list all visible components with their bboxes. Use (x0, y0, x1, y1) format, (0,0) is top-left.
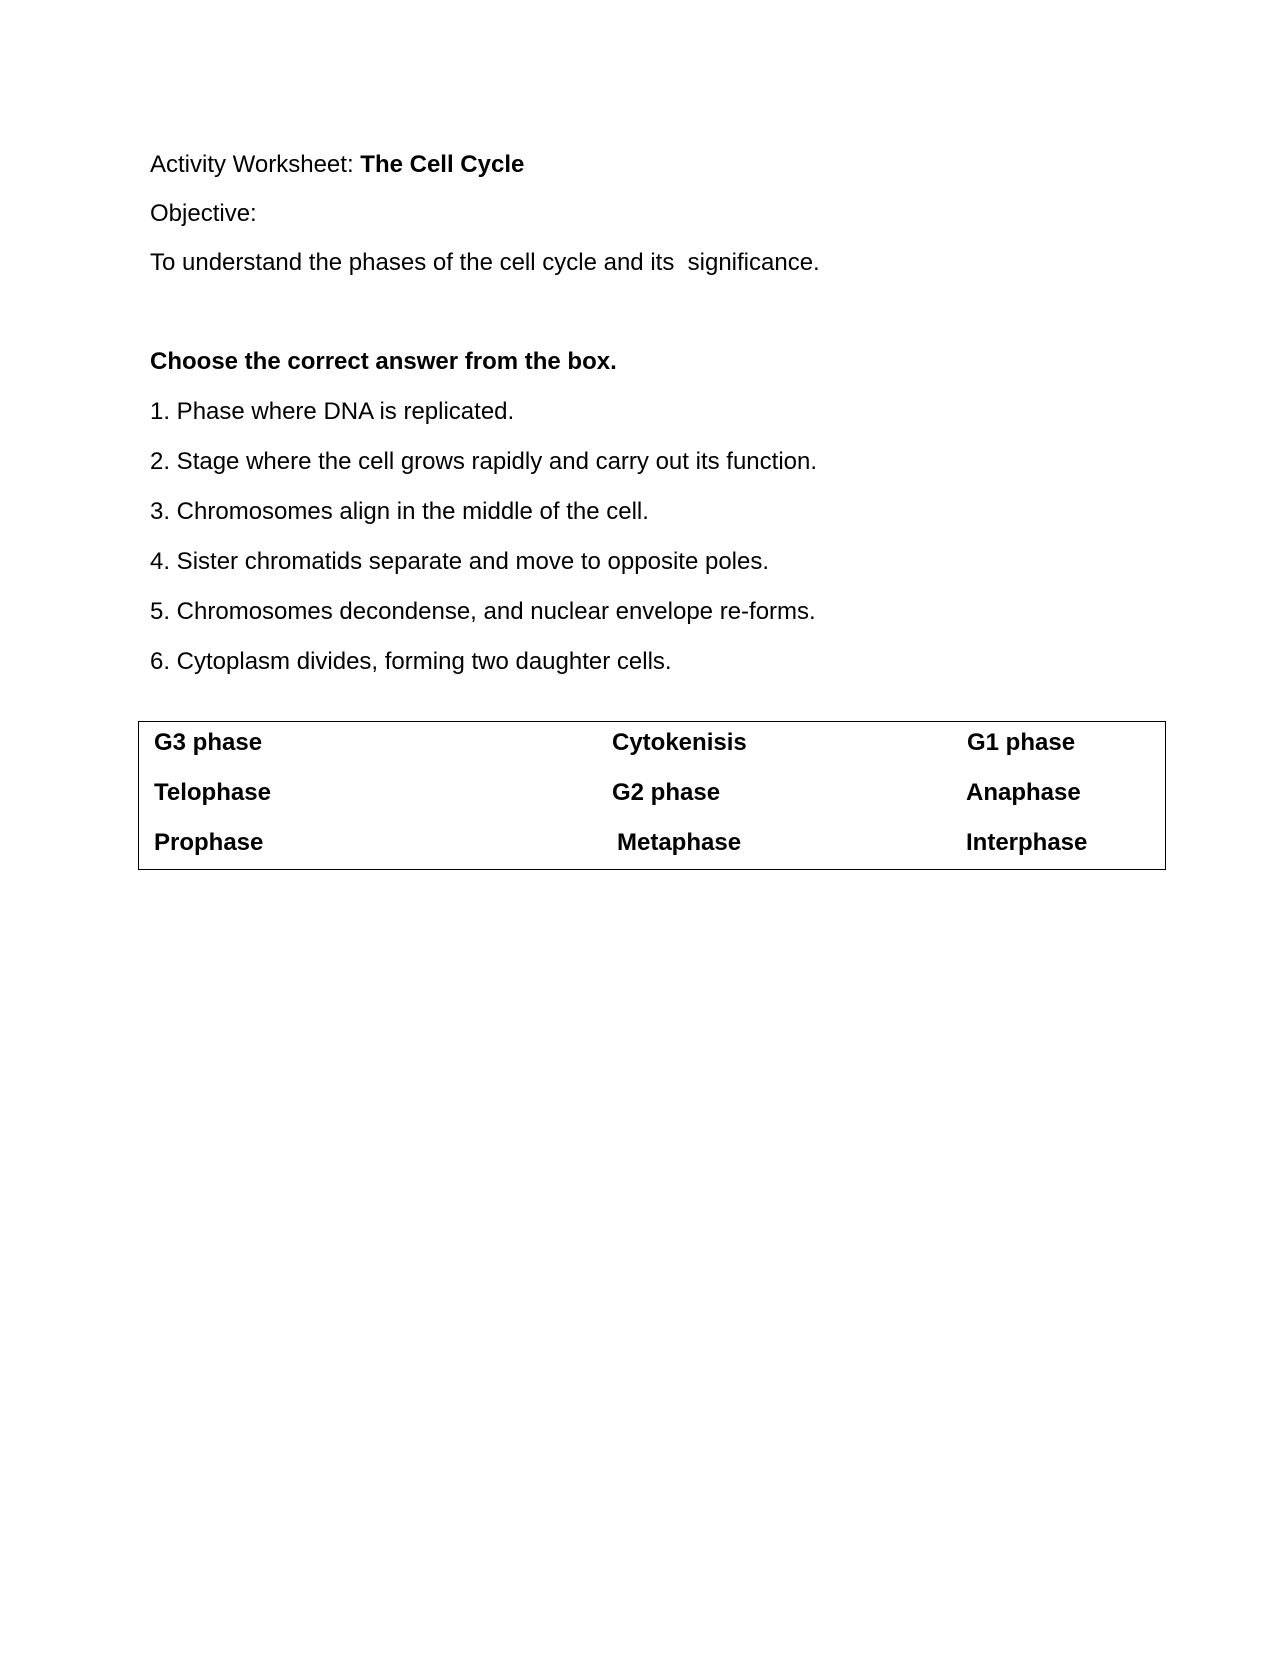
title-topic: The Cell Cycle (360, 151, 525, 178)
answer-choice: G3 phase (154, 729, 263, 756)
answer-choice: Metaphase (617, 829, 742, 856)
answer-choice: Prophase (154, 829, 264, 856)
answer-choice: G1 phase (967, 729, 1076, 756)
title-prefix: Activity Worksheet: (150, 151, 361, 178)
worksheet-title (150, 150, 524, 180)
objective-label: Objective: (150, 200, 257, 227)
answer-choice: Cytokenisis (612, 729, 747, 756)
question-item: 4. Sister chromatids separate and move to opposite poles. (150, 548, 770, 575)
objective-text: To understand the phases of the cell cycle and its significance. (150, 249, 820, 276)
question-item: 1. Phase where DNA is replicated. (150, 398, 515, 425)
answer-choice: G2 phase (612, 779, 721, 806)
question-list (150, 397, 817, 697)
answer-choice: Interphase (966, 829, 1088, 856)
question-item: 3. Chromosomes align in the middle of the cell. (150, 498, 649, 525)
question-item: 6. Cytoplasm divides, forming two daughter cells. (150, 648, 672, 675)
answer-choice: Telophase (154, 779, 271, 806)
answer-choice: Anaphase (966, 779, 1081, 806)
instruction-heading: Choose the correct answer from the box. (150, 348, 617, 375)
answer-choice-box (138, 721, 1166, 870)
question-item: 2. Stage where the cell grows rapidly and carry out its function. (150, 448, 818, 475)
question-item: 5. Chromosomes decondense, and nuclear envelope re-forms. (150, 598, 816, 625)
